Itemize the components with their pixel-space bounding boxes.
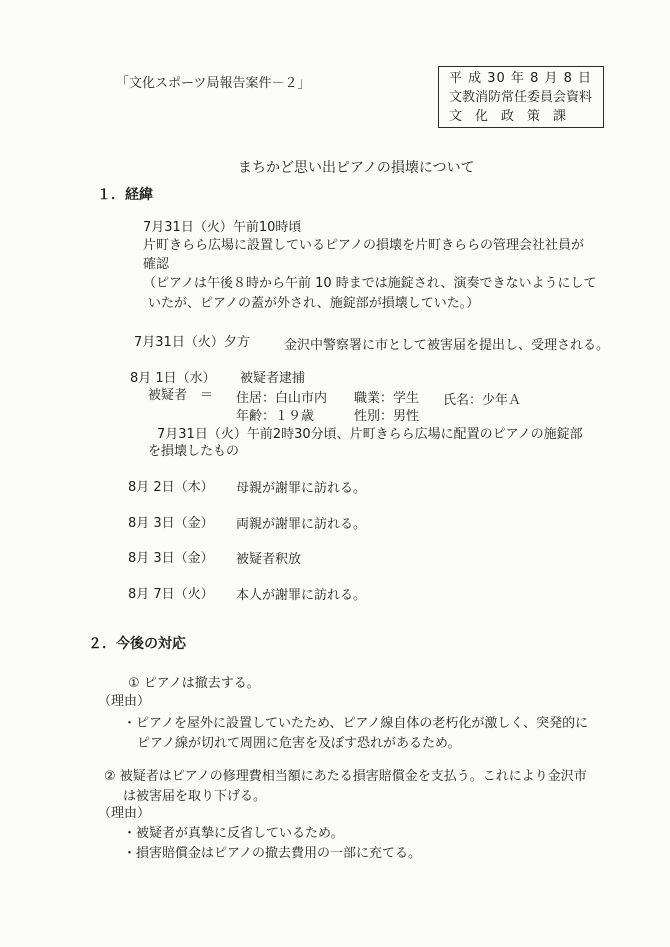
- response-item-1: ① ピアノは撤去する。: [128, 676, 260, 691]
- suspect-age: 年齢：１９歳: [236, 409, 315, 424]
- event-1-line-4: いたが、ピアノの蓋が外され、施錠部が損壊していた。）: [148, 296, 480, 311]
- event-2-text: 金沢中警察署に市として被害届を提出し、受理される。: [284, 338, 610, 353]
- event-6-text: 被疑者釈放: [236, 552, 302, 567]
- section-heading-background: １．経緯: [97, 187, 153, 203]
- response-item-2-line-1: ② 被疑者はピアノの修理費相当額にあたる損害賠償金を支払う。これにより金沢市: [104, 769, 587, 784]
- event-3-date: 8月 1日（水）: [130, 371, 216, 386]
- suspect-address: 住居：白山市内: [236, 391, 328, 406]
- suspect-name: 氏名：少年Ａ: [443, 393, 522, 408]
- event-7-date: 8月 7日（火）: [128, 587, 214, 602]
- event-4-date: 8月 2日（木）: [128, 480, 214, 495]
- event-6-date: 8月 3日（金）: [128, 551, 214, 566]
- reason-label-2: （理由）: [98, 806, 151, 821]
- event-3-detail-2: を損壊したもの: [148, 444, 240, 459]
- event-5-text: 両親が謝罪に訪れる。: [236, 517, 367, 532]
- event-7-text: 本人が謝罪に訪れる。: [236, 588, 367, 603]
- committee-name: 文教消防常任委員会資料: [449, 90, 593, 105]
- document-info-box: [438, 66, 604, 128]
- event-3-detail-1: 7月31日（火）午前2時30分頃、片町きらら広場に配置のピアノの施錠部: [157, 427, 583, 442]
- suspect-occupation: 職業：学生: [354, 391, 420, 406]
- suspect-label: 被疑者 ＝: [148, 388, 214, 403]
- section-heading-response: ２．今後の対応: [88, 636, 186, 652]
- item-2-reason-line-1: ・被疑者が真摯に反省しているため。: [123, 826, 344, 841]
- response-item-2-line-2: は被害届を取り下げる。: [123, 789, 267, 804]
- page-title: まちかど思い出ピアノの損壊について: [238, 160, 475, 176]
- event-1-date: 7月31日（火）午前10時頃: [143, 220, 302, 235]
- suspect-sex: 性別：男性: [354, 409, 420, 424]
- department-name: 文 化 政 策 課: [449, 109, 567, 124]
- report-reference: 「文化スポーツ局報告案件－２」: [116, 76, 311, 91]
- event-1-line-3: （ピアノは午後８時から午前 10 時までは施錠され、演奏できないようにして: [143, 276, 597, 291]
- event-1-line-2: 確認: [143, 257, 170, 272]
- item-1-reason-line-2: ピアノ線が切れて周囲に危害を及ぼす恐れがあるため。: [137, 736, 461, 751]
- reason-label-1: （理由）: [98, 694, 151, 709]
- event-4-text: 母親が謝罪に訪れる。: [236, 481, 367, 496]
- document-date: 平 成 30 年 8 月 8 日: [449, 71, 593, 86]
- item-2-reason-line-2: ・損害賠償金はピアノの撤去費用の一部に充てる。: [123, 846, 421, 861]
- event-2-date: 7月31日（火）夕方: [134, 335, 250, 350]
- event-3-text: 被疑者逮捕: [240, 371, 306, 386]
- item-1-reason-line-1: ・ピアノを屋外に設置していたため、ピアノ線自体の老朽化が激しく、突発的に: [123, 716, 589, 731]
- event-5-date: 8月 3日（金）: [128, 516, 214, 531]
- event-1-line-1: 片町きらら広場に設置しているピアノの損壊を片町きららの管理会社社員が: [143, 238, 584, 253]
